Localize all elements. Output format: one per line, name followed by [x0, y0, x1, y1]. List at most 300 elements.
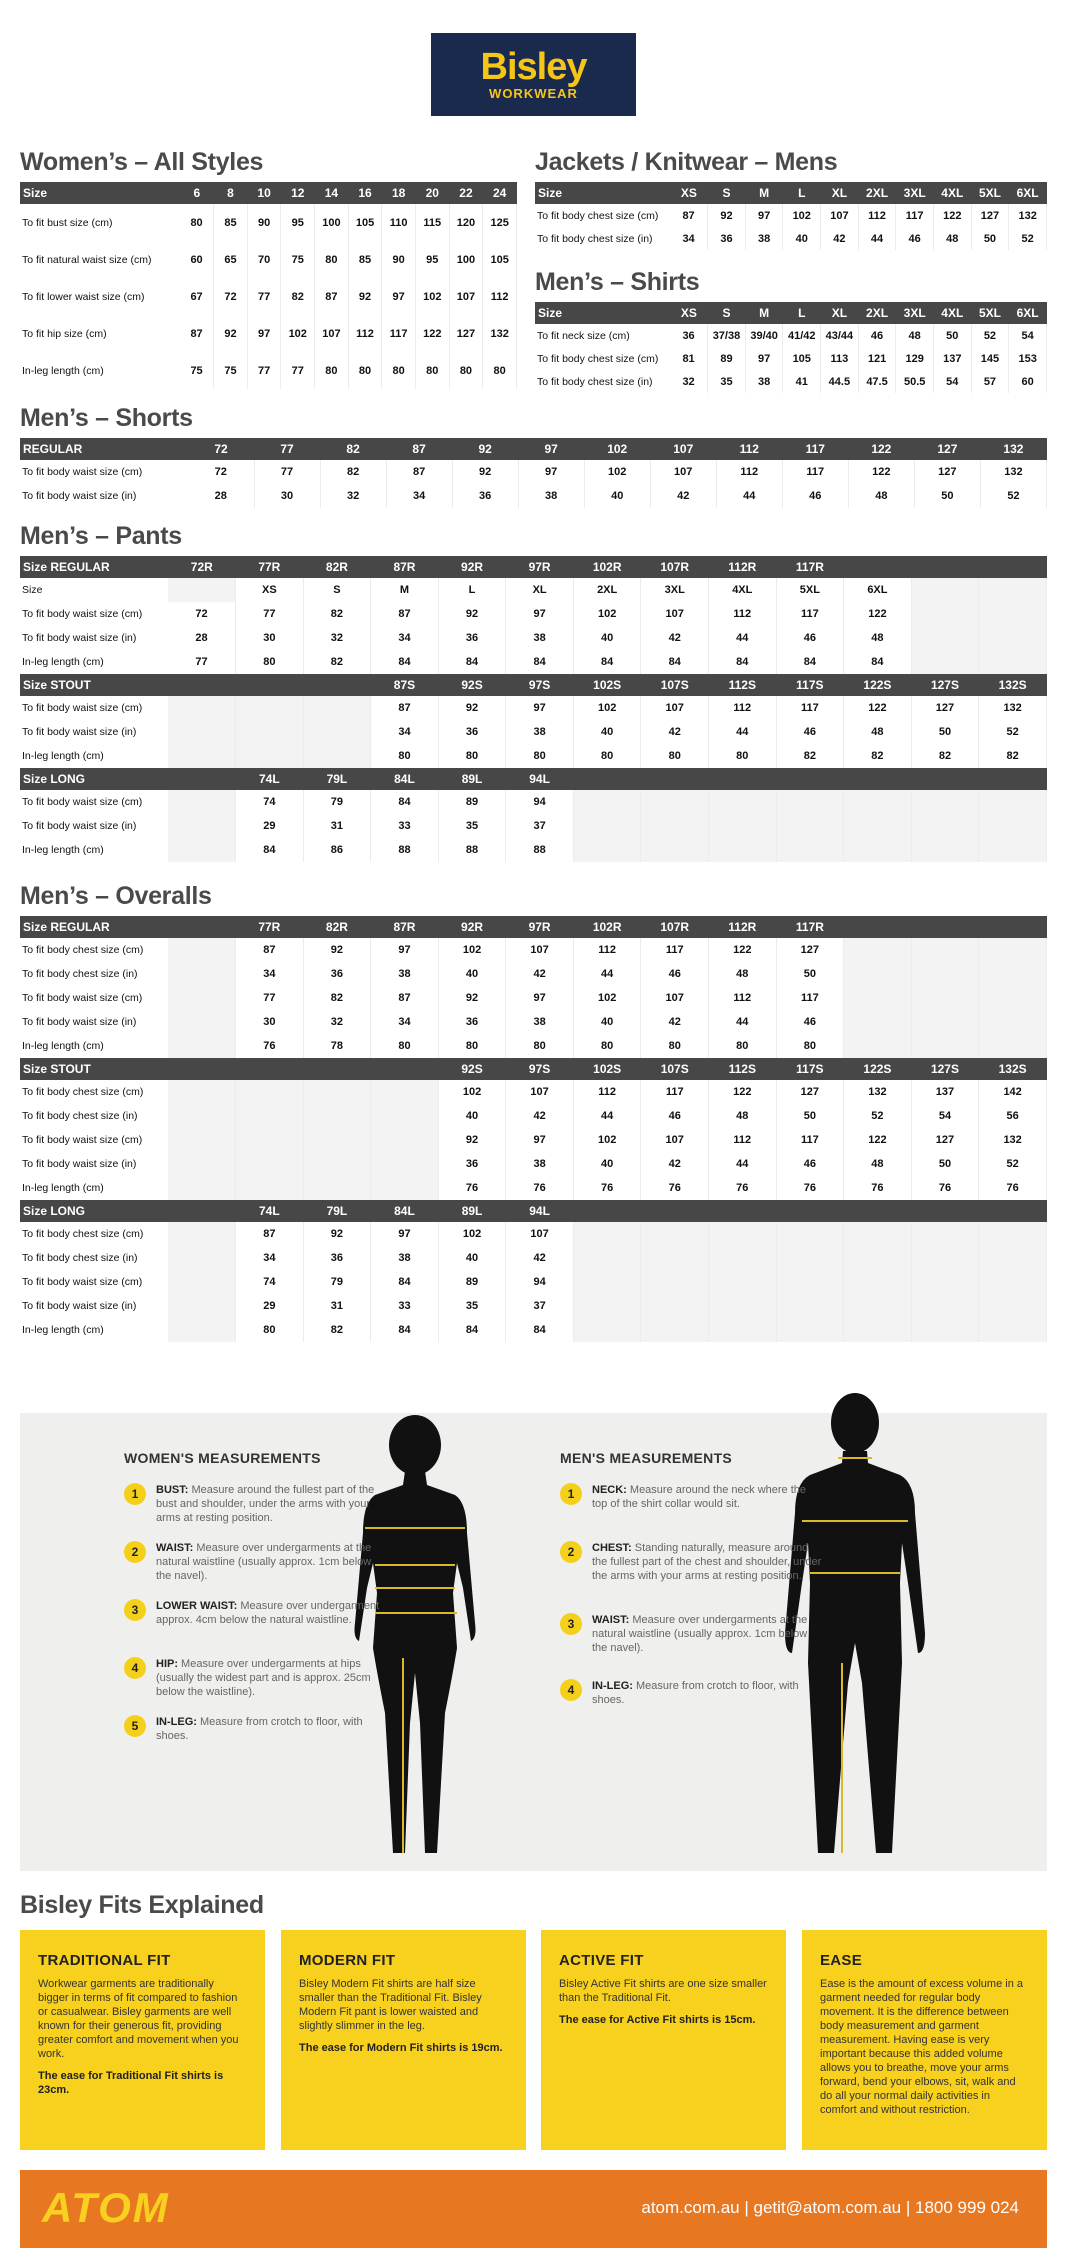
- jackets-title: Jackets / Knitwear – Mens: [535, 148, 838, 176]
- table-cell: [844, 962, 912, 986]
- table-cell: 32: [303, 626, 371, 650]
- table-cell: 90: [382, 241, 416, 278]
- table-cell: [641, 1246, 709, 1270]
- row-label: To fit body waist size (cm): [22, 466, 143, 478]
- fit-description: Bisley Active Fit shirts are one size smaller than the Traditional Fit.: [559, 1978, 767, 2004]
- table-cell: L: [438, 578, 506, 602]
- table-cell: 6XL: [844, 578, 912, 602]
- overalls-size-table: [20, 916, 1047, 1342]
- table-cell: 127: [776, 1080, 844, 1104]
- table-cell: 36: [438, 720, 506, 744]
- row-label: To fit body chest size (cm): [537, 209, 659, 222]
- table-cell: 132: [979, 1128, 1047, 1152]
- table-row: [20, 790, 1047, 814]
- table-cell: [168, 1222, 236, 1246]
- header-cell: [303, 674, 371, 696]
- header-cell: 2XL: [858, 182, 896, 204]
- table-cell: [911, 602, 979, 626]
- measurement-desc: Measure over undergarments at the natural waistline (usually approx. 1cm below the navel).: [592, 1614, 808, 1654]
- table-cell: [844, 938, 912, 962]
- table-cell: 100: [315, 204, 349, 241]
- fit-ease: The ease for Traditional Fit shirts is 23cm.: [38, 2070, 224, 2096]
- header-cell: 74L: [236, 1200, 304, 1222]
- header-cell: 112R: [709, 556, 777, 578]
- table-cell: 97: [506, 986, 574, 1010]
- table-cell: 80: [438, 744, 506, 768]
- header-cell: 117S: [776, 674, 844, 696]
- table-cell: 76: [506, 1176, 574, 1200]
- table-cell: 145: [971, 347, 1009, 370]
- table-cell: 80: [641, 1034, 709, 1058]
- table-cell: 110: [382, 204, 416, 241]
- table-cell: 80: [573, 1034, 641, 1058]
- table-cell: [979, 814, 1047, 838]
- header-cell: 122S: [844, 674, 912, 696]
- table-cell: 40: [573, 1010, 641, 1034]
- pants-size-table: [20, 556, 1047, 862]
- header-cell: 87R: [371, 556, 439, 578]
- table-header-row: [535, 302, 1047, 324]
- table-cell: 127: [914, 460, 980, 484]
- table-cell: 46: [776, 626, 844, 650]
- table-cell: 80: [641, 744, 709, 768]
- table-cell: 42: [506, 962, 574, 986]
- jackets-size-table: [535, 182, 1047, 250]
- fit-card: [281, 1930, 526, 2150]
- measurement-desc: Measure over undergarment approx. 4cm below the natural waistline.: [156, 1600, 380, 1626]
- table-cell: [911, 814, 979, 838]
- table-cell: 48: [844, 626, 912, 650]
- table-cell: 40: [573, 1152, 641, 1176]
- table-cell: 80: [371, 1034, 439, 1058]
- table-cell: [979, 938, 1047, 962]
- table-cell: 77: [168, 650, 236, 674]
- measurement-item: [592, 1613, 822, 1655]
- table-cell: 77: [247, 352, 281, 389]
- header-cell: 24: [483, 182, 517, 204]
- header-cell: [979, 916, 1047, 938]
- table-cell: 50: [914, 484, 980, 508]
- table-cell: 89: [438, 1270, 506, 1294]
- table-cell: 102: [438, 938, 506, 962]
- table-cell: 122: [848, 460, 914, 484]
- header-cell: 4XL: [933, 182, 971, 204]
- table-cell: 84: [573, 650, 641, 674]
- table-cell: [573, 1294, 641, 1318]
- table-cell: [371, 1128, 439, 1152]
- table-cell: 46: [896, 227, 934, 250]
- table-cell: 44: [573, 962, 641, 986]
- table-row: [535, 324, 1047, 347]
- table-cell: [709, 1246, 777, 1270]
- row-label: In-leg length (cm): [22, 844, 104, 856]
- table-cell: 80: [382, 352, 416, 389]
- table-cell: [236, 720, 304, 744]
- table-cell: 42: [641, 1152, 709, 1176]
- header-cell: [979, 556, 1047, 578]
- table-cell: 38: [745, 227, 783, 250]
- table-cell: 75: [214, 352, 248, 389]
- header-cell: 87S: [371, 674, 439, 696]
- table-cell: 92: [348, 278, 382, 315]
- table-cell: [776, 1222, 844, 1246]
- table-cell: [911, 578, 979, 602]
- table-cell: 89: [438, 790, 506, 814]
- table-cell: 92: [438, 696, 506, 720]
- table-cell: [709, 1222, 777, 1246]
- table-cell: 121: [858, 347, 896, 370]
- fit-card: [541, 1930, 786, 2150]
- table-cell: [168, 1270, 236, 1294]
- table-cell: 87: [371, 696, 439, 720]
- header-cell: 92: [452, 438, 518, 460]
- table-cell: [573, 790, 641, 814]
- header-cell: 2XL: [858, 302, 896, 324]
- table-cell: 38: [506, 1152, 574, 1176]
- measurement-guide: [20, 1413, 1047, 1871]
- bisley-logo: [431, 33, 636, 116]
- table-cell: [641, 838, 709, 862]
- table-cell: [979, 1222, 1047, 1246]
- header-cell: 79L: [303, 1200, 371, 1222]
- table-cell: 46: [776, 1010, 844, 1034]
- table-cell: 52: [1009, 227, 1047, 250]
- table-cell: [236, 1104, 304, 1128]
- table-cell: 102: [584, 460, 650, 484]
- table-cell: 82: [303, 986, 371, 1010]
- header-cell: 92S: [438, 1058, 506, 1080]
- table-cell: [168, 1318, 236, 1342]
- table-cell: 127: [911, 1128, 979, 1152]
- table-cell: [709, 1318, 777, 1342]
- header-cell: 117R: [776, 556, 844, 578]
- table-cell: 80: [236, 1318, 304, 1342]
- table-cell: 50: [776, 962, 844, 986]
- row-label: To fit body waist size (in): [22, 726, 137, 738]
- header-label: Size REGULAR: [20, 556, 168, 578]
- table-cell: [979, 626, 1047, 650]
- table-cell: 105: [483, 241, 517, 278]
- table-cell: 43/44: [821, 324, 859, 347]
- table-cell: 92: [708, 204, 746, 227]
- table-cell: 102: [573, 1128, 641, 1152]
- measurement-item: [592, 1483, 822, 1511]
- table-cell: [168, 1010, 236, 1034]
- header-label: Size LONG: [20, 768, 168, 790]
- row-label: To fit body waist size (in): [22, 1158, 137, 1170]
- header-cell: 77R: [236, 556, 304, 578]
- header-cell: L: [783, 302, 821, 324]
- header-cell: M: [745, 302, 783, 324]
- table-cell: [844, 986, 912, 1010]
- table-cell: 112: [573, 938, 641, 962]
- measurement-key: BUST:: [156, 1484, 189, 1496]
- header-cell: 122: [848, 438, 914, 460]
- row-label: To fit lower waist size (cm): [22, 290, 145, 303]
- table-cell: [979, 962, 1047, 986]
- header-cell: 5XL: [971, 302, 1009, 324]
- table-cell: 88: [371, 838, 439, 862]
- table-cell: 38: [371, 962, 439, 986]
- table-cell: 117: [776, 602, 844, 626]
- number-badge: 3: [560, 1613, 582, 1635]
- fit-description: Ease is the amount of excess volume in a garment needed for regular body movement. It is the difference between body measurement and garment measurement. Having ease is very important because this added volume allows you to breathe, move your arms forward, bend your elbows, sit, walk and do all your normal daily activities in comfort and without restriction.: [820, 1978, 1023, 2116]
- header-cell: 102R: [573, 916, 641, 938]
- table-cell: [168, 1104, 236, 1128]
- measurement-key: IN-LEG:: [592, 1680, 633, 1692]
- table-cell: [709, 838, 777, 862]
- table-cell: 77: [247, 278, 281, 315]
- table-cell: [168, 1080, 236, 1104]
- table-cell: 87: [236, 1222, 304, 1246]
- table-cell: 31: [303, 1294, 371, 1318]
- table-cell: [168, 938, 236, 962]
- table-cell: 76: [573, 1176, 641, 1200]
- table-cell: 34: [386, 484, 452, 508]
- row-label: In-leg length (cm): [22, 364, 104, 377]
- table-cell: 82: [281, 278, 315, 315]
- table-cell: 77: [254, 460, 320, 484]
- table-cell: [236, 744, 304, 768]
- table-cell: 122: [415, 315, 449, 352]
- table-cell: 77: [281, 352, 315, 389]
- table-cell: [911, 1222, 979, 1246]
- table-row: [20, 1246, 1047, 1270]
- table-cell: 36: [438, 1152, 506, 1176]
- header-cell: 89L: [438, 768, 506, 790]
- table-cell: [709, 814, 777, 838]
- table-cell: [911, 962, 979, 986]
- table-row: [20, 962, 1047, 986]
- measurement-item: [156, 1541, 386, 1583]
- table-cell: [168, 1152, 236, 1176]
- table-cell: 92: [452, 460, 518, 484]
- number-badge: 2: [124, 1541, 146, 1563]
- table-cell: 105: [348, 204, 382, 241]
- table-cell: 107: [641, 986, 709, 1010]
- table-cell: 50: [776, 1104, 844, 1128]
- table-cell: M: [371, 578, 439, 602]
- table-cell: 102: [281, 315, 315, 352]
- table-row: [20, 1152, 1047, 1176]
- table-cell: 117: [776, 1128, 844, 1152]
- table-cell: 79: [303, 1270, 371, 1294]
- row-label: To fit body waist size (in): [22, 632, 137, 644]
- row-label: To fit body waist size (cm): [22, 796, 143, 808]
- fit-title: MODERN FIT: [299, 1952, 396, 1969]
- header-cell: [573, 768, 641, 790]
- table-row: [535, 227, 1047, 250]
- table-row: [20, 1104, 1047, 1128]
- table-cell: [979, 838, 1047, 862]
- header-cell: XL: [821, 182, 859, 204]
- table-cell: 42: [821, 227, 859, 250]
- table-cell: [979, 790, 1047, 814]
- header-cell: 112S: [709, 674, 777, 696]
- table-cell: 97: [371, 1222, 439, 1246]
- table-cell: 84: [438, 1318, 506, 1342]
- table-cell: 97: [518, 460, 584, 484]
- header-label: Size REGULAR: [20, 916, 168, 938]
- table-cell: [979, 1034, 1047, 1058]
- header-cell: 14: [315, 182, 349, 204]
- table-cell: XS: [236, 578, 304, 602]
- header-cell: 82: [320, 438, 386, 460]
- table-cell: 60: [180, 241, 214, 278]
- table-row: [20, 1034, 1047, 1058]
- table-cell: 84: [236, 838, 304, 862]
- row-label: To fit body waist size (in): [22, 1300, 137, 1312]
- header-cell: 127S: [911, 674, 979, 696]
- number-badge: 1: [560, 1483, 582, 1505]
- table-cell: 50: [911, 1152, 979, 1176]
- table-cell: 29: [236, 1294, 304, 1318]
- header-cell: [168, 916, 236, 938]
- table-cell: 48: [844, 720, 912, 744]
- measurement-key: IN-LEG:: [156, 1716, 197, 1728]
- table-cell: [979, 578, 1047, 602]
- table-row: [20, 1270, 1047, 1294]
- table-cell: 50: [933, 324, 971, 347]
- header-label: Size STOUT: [20, 674, 168, 696]
- header-cell: 82R: [303, 556, 371, 578]
- table-cell: 37: [506, 814, 574, 838]
- table-cell: 2XL: [573, 578, 641, 602]
- table-cell: [979, 986, 1047, 1010]
- table-cell: 102: [438, 1222, 506, 1246]
- measurement-desc: Measure over undergarments at hips (usually the widest part and is approx. 25cm below the waistline).: [156, 1658, 371, 1698]
- table-cell: [168, 838, 236, 862]
- table-cell: 122: [709, 938, 777, 962]
- table-cell: 88: [438, 838, 506, 862]
- table-cell: 3XL: [641, 578, 709, 602]
- table-row: [535, 204, 1047, 227]
- table-row: [20, 460, 1047, 484]
- measurement-item: [156, 1657, 386, 1699]
- table-cell: [844, 814, 912, 838]
- row-label: To fit body chest size (in): [22, 1252, 138, 1264]
- number-badge: 1: [124, 1483, 146, 1505]
- table-cell: 78: [303, 1034, 371, 1058]
- table-cell: 46: [641, 962, 709, 986]
- table-cell: 34: [236, 1246, 304, 1270]
- table-cell: 84: [371, 1270, 439, 1294]
- table-row: [20, 1128, 1047, 1152]
- row-label: To fit bust size (cm): [22, 216, 113, 229]
- table-cell: [371, 1176, 439, 1200]
- header-cell: 112: [716, 438, 782, 460]
- header-cell: 20: [415, 182, 449, 204]
- table-cell: [979, 650, 1047, 674]
- row-label: To fit body waist size (cm): [22, 608, 143, 620]
- table-header-row: [20, 674, 1047, 696]
- table-cell: 84: [709, 650, 777, 674]
- table-cell: [236, 696, 304, 720]
- table-row: [20, 602, 1047, 626]
- header-cell: [776, 1200, 844, 1222]
- overalls-title: Men’s – Overalls: [20, 882, 212, 910]
- table-cell: 117: [782, 460, 848, 484]
- table-cell: 80: [573, 744, 641, 768]
- row-label: To fit body chest size (cm): [22, 1086, 144, 1098]
- table-cell: 92: [438, 986, 506, 1010]
- table-cell: 76: [709, 1176, 777, 1200]
- table-cell: [371, 1080, 439, 1104]
- table-cell: 48: [844, 1152, 912, 1176]
- table-cell: 31: [303, 814, 371, 838]
- header-cell: 94L: [506, 768, 574, 790]
- table-cell: 132: [1009, 204, 1047, 227]
- table-header-row: [20, 556, 1047, 578]
- table-cell: 44: [716, 484, 782, 508]
- header-cell: [709, 768, 777, 790]
- table-row: [20, 1318, 1047, 1342]
- table-cell: 122: [933, 204, 971, 227]
- measurement-key: WAIST:: [156, 1542, 194, 1554]
- table-cell: 102: [783, 204, 821, 227]
- table-cell: 117: [382, 315, 416, 352]
- fit-ease: The ease for Modern Fit shirts is 19cm.: [299, 2042, 503, 2054]
- table-cell: 34: [371, 720, 439, 744]
- table-cell: 87: [236, 938, 304, 962]
- table-cell: 87: [315, 278, 349, 315]
- table-cell: 46: [641, 1104, 709, 1128]
- table-row: [20, 1222, 1047, 1246]
- table-cell: [168, 578, 236, 602]
- header-cell: 6XL: [1009, 182, 1047, 204]
- header-cell: [236, 674, 304, 696]
- table-cell: [979, 1318, 1047, 1342]
- table-cell: 85: [214, 204, 248, 241]
- header-cell: 122S: [844, 1058, 912, 1080]
- table-cell: 79: [303, 790, 371, 814]
- header-cell: [641, 768, 709, 790]
- table-cell: 74: [236, 1270, 304, 1294]
- header-cell: 107S: [641, 1058, 709, 1080]
- table-cell: 40: [573, 626, 641, 650]
- table-cell: [911, 938, 979, 962]
- table-cell: 122: [709, 1080, 777, 1104]
- number-badge: 4: [124, 1657, 146, 1679]
- header-cell: 3XL: [896, 182, 934, 204]
- table-cell: [236, 1176, 304, 1200]
- table-cell: 102: [438, 1080, 506, 1104]
- header-cell: 97R: [506, 556, 574, 578]
- table-cell: [844, 1270, 912, 1294]
- table-cell: 107: [315, 315, 349, 352]
- table-cell: 40: [438, 962, 506, 986]
- table-cell: [641, 1222, 709, 1246]
- table-row: [20, 315, 517, 352]
- number-badge: 2: [560, 1541, 582, 1563]
- table-cell: [168, 744, 236, 768]
- table-cell: 33: [371, 1294, 439, 1318]
- table-cell: [236, 1152, 304, 1176]
- table-cell: 35: [708, 370, 746, 393]
- table-cell: 97: [371, 938, 439, 962]
- header-cell: 3XL: [896, 302, 934, 324]
- table-cell: 34: [670, 227, 708, 250]
- table-cell: 80: [315, 241, 349, 278]
- table-cell: 107: [506, 938, 574, 962]
- table-row: [20, 938, 1047, 962]
- table-cell: 38: [506, 626, 574, 650]
- row-label: To fit body waist size (cm): [22, 992, 143, 1004]
- fit-ease: The ease for Active Fit shirts is 15cm.: [559, 2014, 756, 2026]
- header-cell: XS: [670, 302, 708, 324]
- table-cell: [303, 720, 371, 744]
- table-cell: 42: [650, 484, 716, 508]
